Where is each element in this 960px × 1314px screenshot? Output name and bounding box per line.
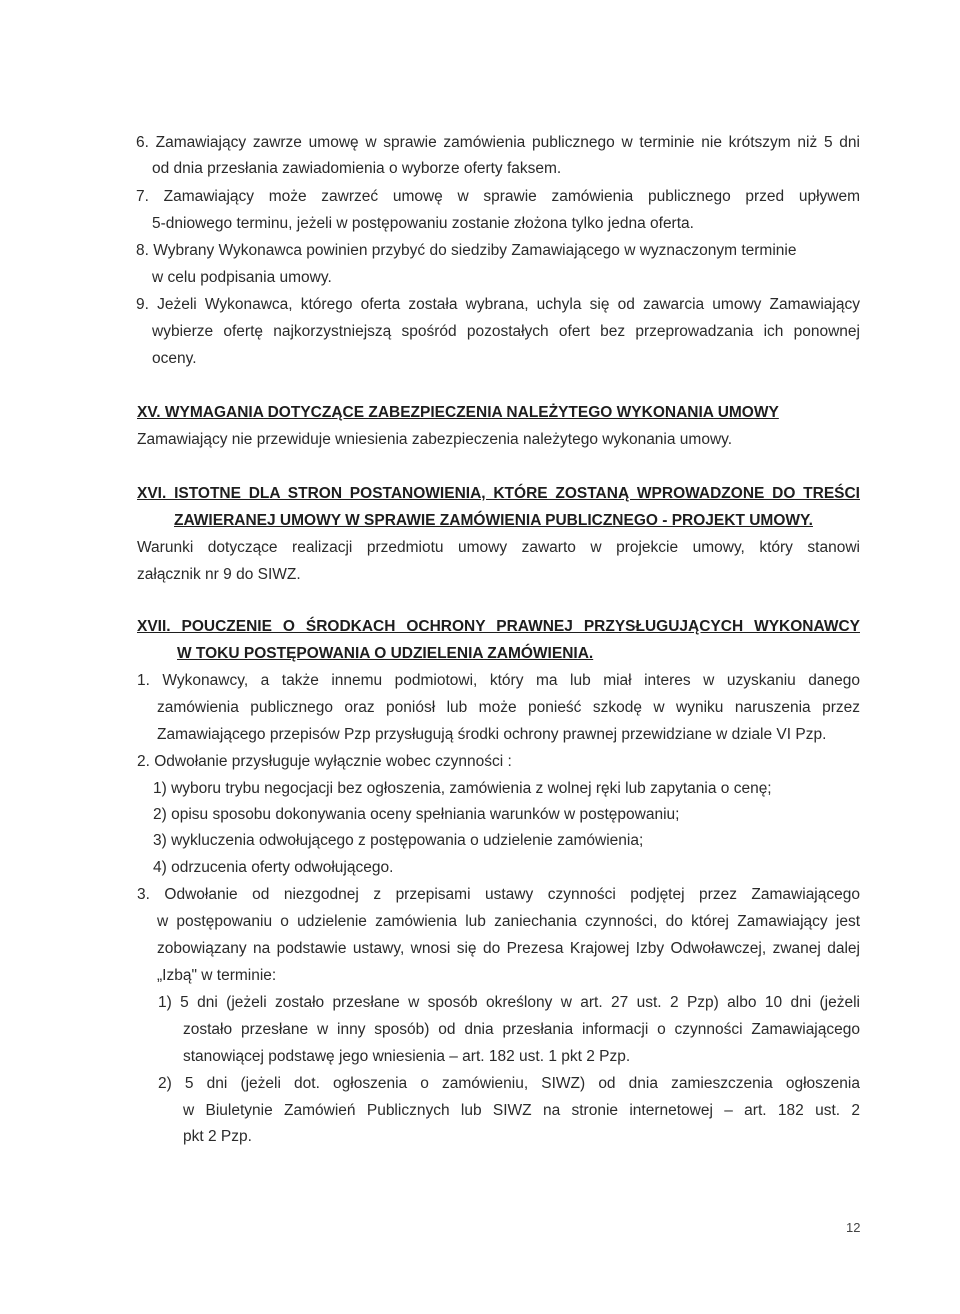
xvii-p3-line-4: „Izbą" w terminie: bbox=[157, 967, 277, 984]
item-7-line-2: 5-dniowego terminu, jeżeli w postępowaniu zostanie złożona tylko jedna oferta. bbox=[152, 215, 694, 232]
section-xvii-heading-line-1: XVII. POUCZENIE O ŚRODKACH OCHRONY PRAWNEJ PRZYSŁUGUJĄCYCH WYKONAWCY bbox=[137, 618, 860, 635]
item-8-line-1: 8. Wybrany Wykonawca powinien przybyć do siedziby Zamawiającego w wyznaczonym terminie bbox=[136, 242, 797, 259]
item-9-line-2: wybierze ofertę najkorzystniejszą spośród pozostałych ofert bez przeprowadzania ich ponownej bbox=[152, 323, 860, 340]
section-xvi-text-line-2: załącznik nr 9 do SIWZ. bbox=[137, 566, 301, 583]
xvii-p1-line-3: Zamawiającego przepisów Pzp przysługują środki ochrony prawnej przewidziane w dziale VI Pzp. bbox=[157, 726, 827, 743]
xvii-p3-sub2-line-3: pkt 2 Pzp. bbox=[183, 1128, 252, 1145]
section-xvi-text-line-1: Warunki dotyczące realizacji przedmiotu umowy zawarto w projekcie umowy, który stanowi bbox=[137, 539, 860, 556]
item-6-line-2: od dnia przesłania zawiadomienia o wyborze oferty faksem. bbox=[152, 160, 562, 177]
page-number: 12 bbox=[846, 1220, 861, 1235]
xvii-p3-sub1-line-1: 1) 5 dni (jeżeli zostało przesłane w sposób określony w art. 27 ust. 2 Pzp) albo 10 dni (jeżeli bbox=[158, 994, 860, 1011]
section-xvi-heading-line-2: ZAWIERANEJ UMOWY W SPRAWIE ZAMÓWIENIA PUBLICZNEGO - PROJEKT UMOWY. bbox=[174, 512, 813, 529]
xvii-p3-sub2-line-1: 2) 5 dni (jeżeli dot. ogłoszenia o zamówieniu, SIWZ) od dnia zamieszczenia ogłoszenia bbox=[158, 1075, 860, 1092]
xvii-p3-sub2-line-2: w Biuletynie Zamówień Publicznych lub SIWZ na stronie internetowej – art. 182 ust. 2 bbox=[183, 1102, 860, 1119]
item-9-line-1: 9. Jeżeli Wykonawca, którego oferta została wybrana, uchyla się od zawarcia umowy Zamawiający bbox=[136, 296, 860, 313]
xvii-p2-item-4: 4) odrzucenia oferty odwołującego. bbox=[153, 859, 394, 876]
item-8-line-2: w celu podpisania umowy. bbox=[152, 269, 332, 286]
section-xvii-heading-line-2: W TOKU POSTĘPOWANIA O UDZIELENIA ZAMÓWIENIA. bbox=[177, 645, 594, 662]
xvii-p1-line-2: zamówienia publicznego oraz poniósł lub może ponieść szkodę w wyniku naruszenia przez bbox=[157, 699, 860, 716]
xvii-p1-line-1: 1. Wykonawcy, a także innemu podmiotowi, który ma lub miał interes w uzyskaniu danego bbox=[137, 672, 860, 689]
xvii-p2-intro: 2. Odwołanie przysługuje wyłącznie wobec czynności : bbox=[137, 753, 512, 770]
xvii-p3-line-1: 3. Odwołanie od niezgodnej z przepisami ustawy czynności podjętej przez Zamawiającego bbox=[137, 886, 860, 903]
section-xv-text: Zamawiający nie przewiduje wniesienia zabezpieczenia należytego wykonania umowy. bbox=[137, 431, 733, 448]
xvii-p2-item-2: 2) opisu sposobu dokonywania oceny spełniania warunków w postępowaniu; bbox=[153, 806, 680, 823]
xvii-p2-item-1: 1) wyboru trybu negocjacji bez ogłoszenia, zamówienia z wolnej ręki lub zapytania o cenę; bbox=[153, 780, 772, 797]
item-7-line-1: 7. Zamawiający może zawrzeć umowę w sprawie zamówienia publicznego przed upływem bbox=[136, 188, 860, 205]
item-9-line-3: oceny. bbox=[152, 350, 197, 367]
xvii-p3-sub1-line-3: stanowiącej podstawę jego wniesienia – art. 182 ust. 1 pkt 2 Pzp. bbox=[183, 1048, 631, 1065]
xvii-p3-line-3: zobowiązany na podstawie ustawy, wnosi się do Prezesa Krajowej Izby Odwoławczej, zwanej dalej bbox=[157, 940, 860, 957]
section-xvi-heading-line-1: XVI. ISTOTNE DLA STRON POSTANOWIENIA, KTÓRE ZOSTANĄ WPROWADZONE DO TREŚCI bbox=[137, 485, 860, 502]
xvii-p2-item-3: 3) wykluczenia odwołującego z postępowania o udzielenie zamówienia; bbox=[153, 832, 644, 849]
xvii-p3-sub1-line-2: zostało przesłane w inny sposób) od dnia przesłania informacji o czynności Zamawiającego bbox=[183, 1021, 860, 1038]
xvii-p3-line-2: w postępowaniu o udzielenie zamówienia lub zaniechania czynności, do której Zamawiający jest bbox=[157, 913, 860, 930]
item-6-line-1: 6. Zamawiający zawrze umowę w sprawie zamówienia publicznego w terminie nie krótszym niż 5 dni bbox=[136, 134, 860, 151]
section-xv-heading: XV. WYMAGANIA DOTYCZĄCE ZABEZPIECZENIA NALEŻYTEGO WYKONANIA UMOWY bbox=[137, 404, 779, 421]
